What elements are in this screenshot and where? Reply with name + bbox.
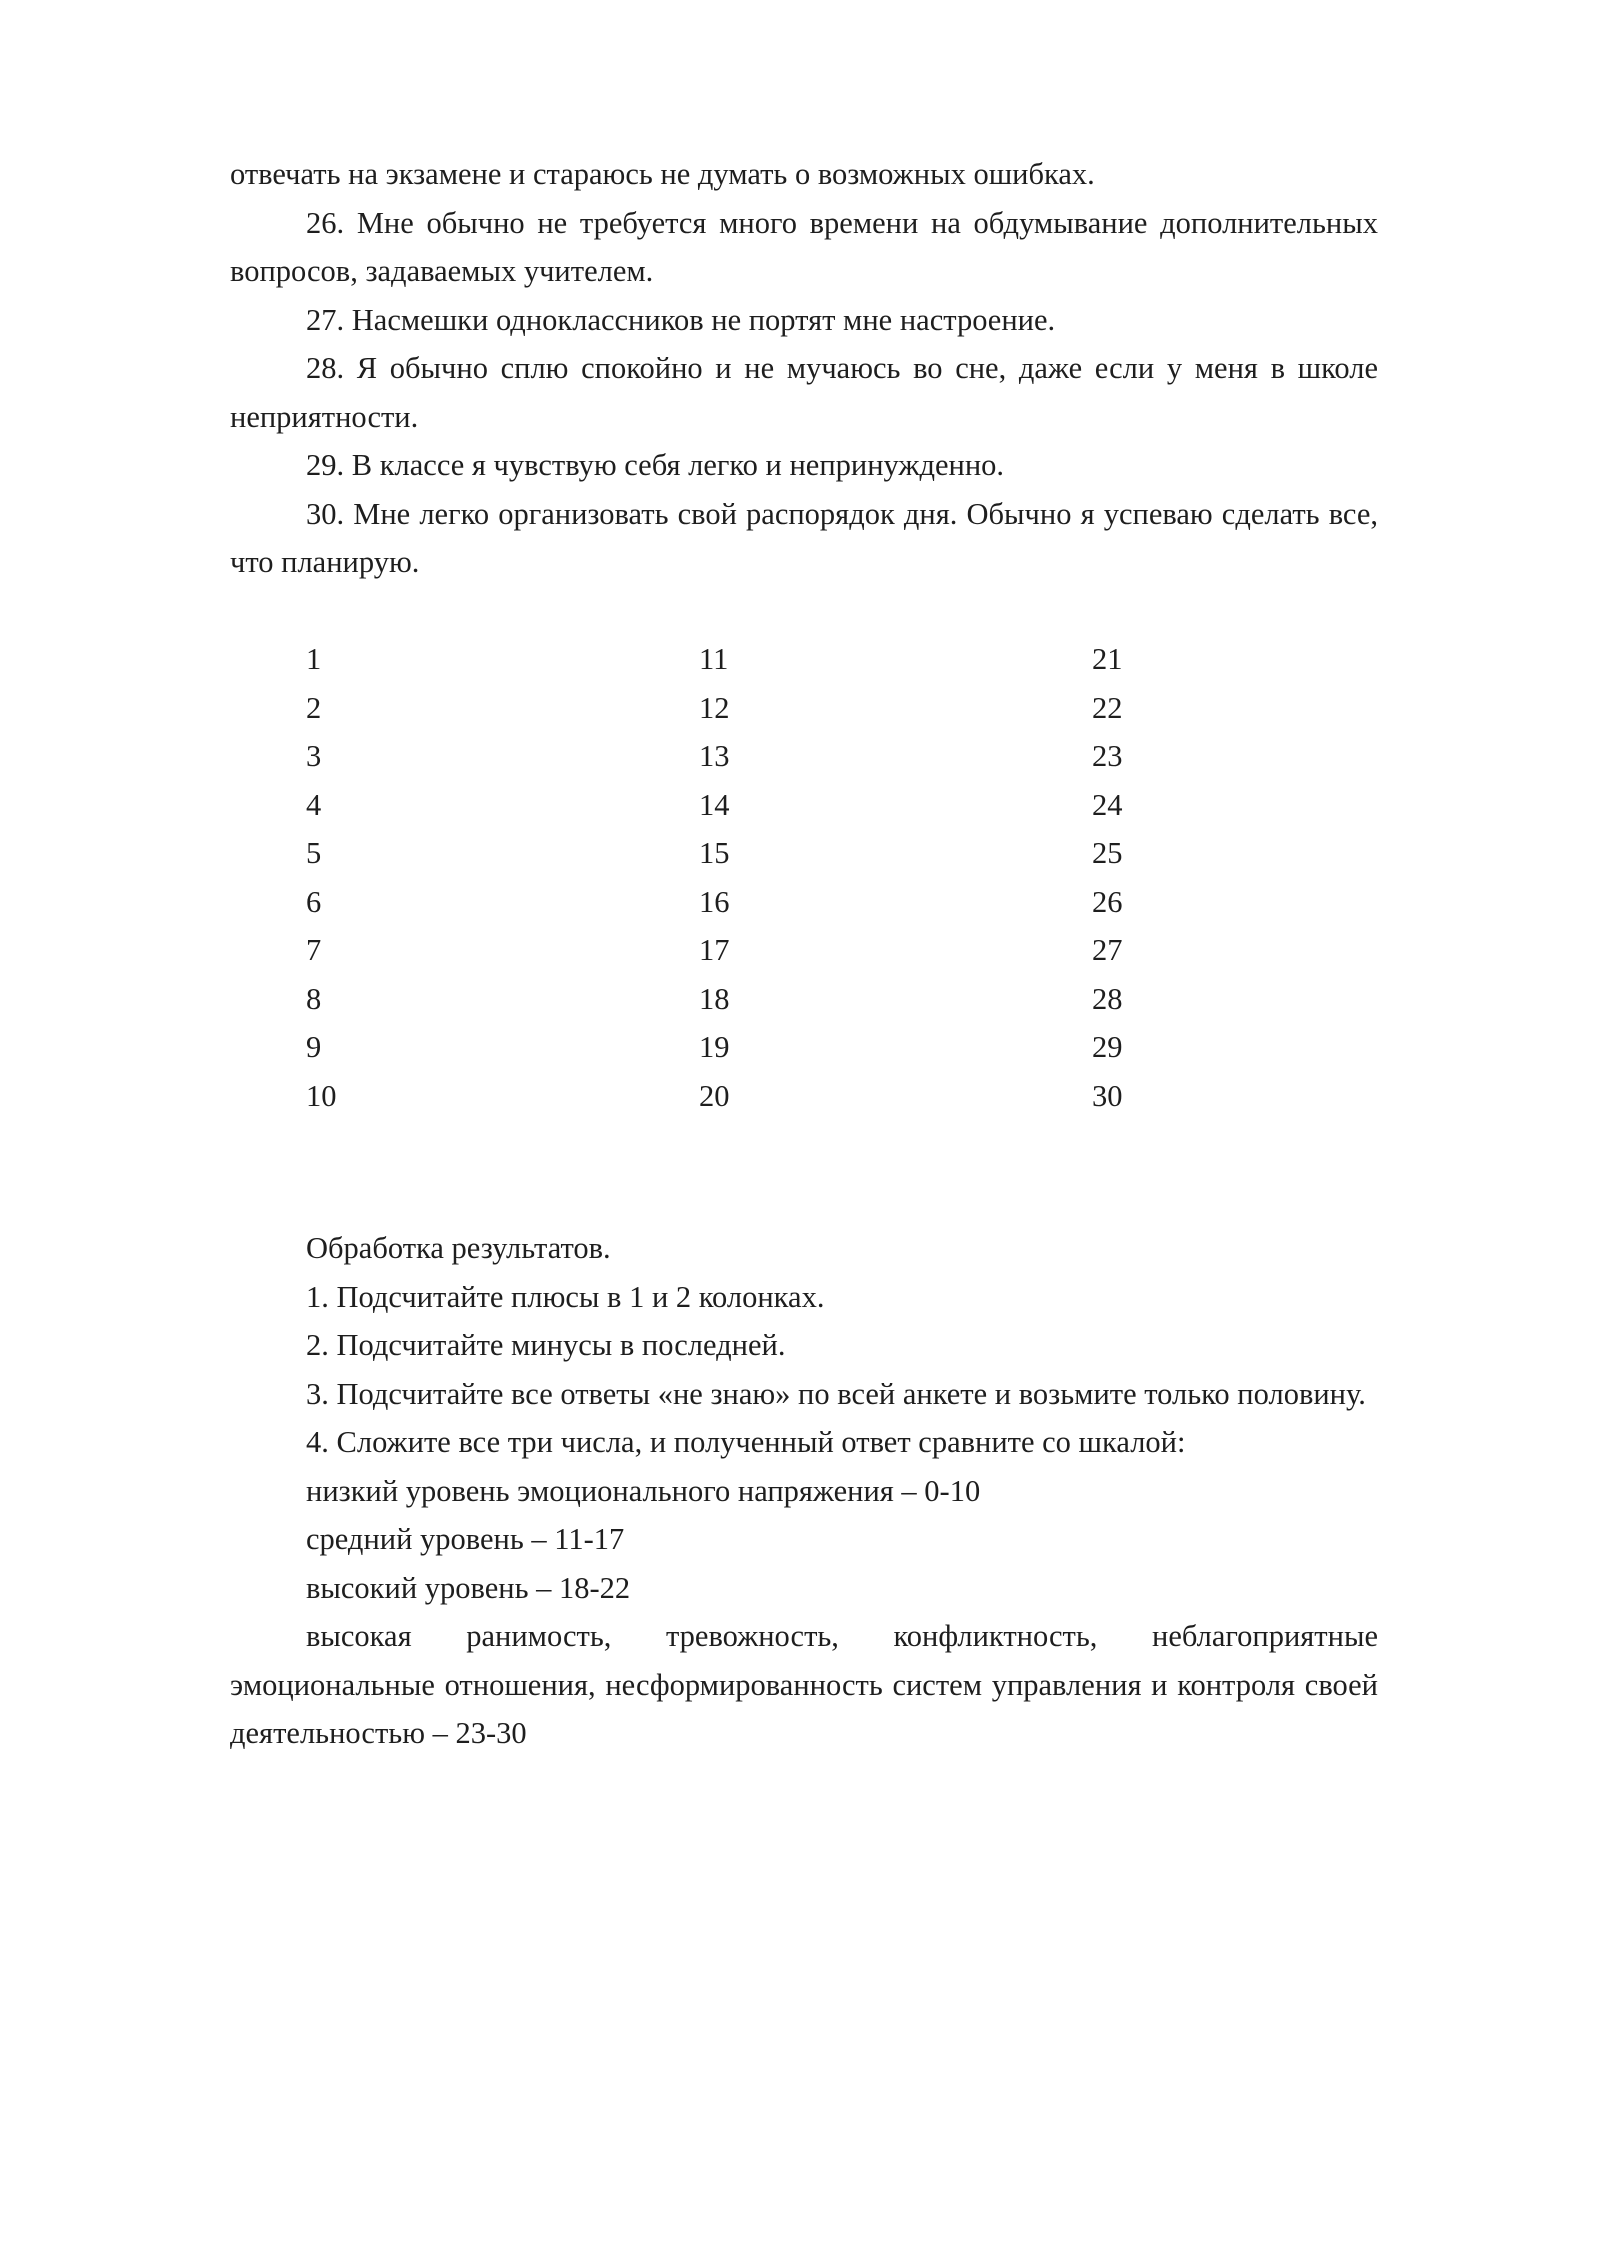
question-25-continuation: отвечать на экзамене и стараюсь не думать о возможных ошибках. xyxy=(230,157,1095,191)
number-cell: 3 xyxy=(306,739,322,773)
number-cell: 30 xyxy=(1092,1078,1123,1113)
number-cell: 2 xyxy=(306,690,322,725)
question-27: 27. Насмешки одноклассников не портят мне настроение. xyxy=(306,302,1056,337)
number-cell: 18 xyxy=(699,981,730,1016)
number-cell: 7 xyxy=(306,933,322,967)
number-cell: 24 xyxy=(1092,787,1123,822)
number-cell: 19 xyxy=(699,1030,730,1064)
number-cell: 8 xyxy=(306,981,322,1016)
number-cell: 6 xyxy=(306,884,322,919)
processing-step-3: 3. Подсчитайте все ответы «не знаю» по всей анкете и возьмите только половину. xyxy=(306,1376,1366,1411)
number-cell: 27 xyxy=(1092,933,1123,967)
number-cell: 28 xyxy=(1092,981,1123,1016)
number-cell: 13 xyxy=(699,739,730,773)
number-cell: 22 xyxy=(1092,690,1123,725)
scale-very-high: высокая ранимость, тревожность, конфликтность, неблагоприятные эмоциональные отношения, несформированность систем управления и контроля своей деятельностью – 23-30 xyxy=(230,1619,1378,1750)
number-cell: 21 xyxy=(1092,642,1123,676)
question-30: 30. Мне легко организовать свой распорядок дня. Обычно я успеваю сделать все, что планирую. xyxy=(230,496,1378,579)
number-cell: 12 xyxy=(699,690,730,725)
blank-gap xyxy=(230,1120,1378,1224)
blank-line xyxy=(230,587,1378,636)
number-cell: 20 xyxy=(699,1078,730,1113)
number-column-2 xyxy=(699,635,730,1120)
number-cell: 17 xyxy=(699,933,730,967)
number-column-3 xyxy=(1092,635,1123,1120)
number-cell: 10 xyxy=(306,1078,337,1113)
number-cell: 16 xyxy=(699,884,730,919)
number-cell: 23 xyxy=(1092,739,1123,773)
number-cell: 5 xyxy=(306,836,322,870)
number-cell: 15 xyxy=(699,836,730,870)
processing-heading: Обработка результатов. xyxy=(306,1231,611,1265)
number-cell: 29 xyxy=(1092,1030,1123,1064)
number-cell: 9 xyxy=(306,1030,322,1064)
number-cell: 11 xyxy=(699,642,729,676)
document-page xyxy=(230,150,1378,1758)
question-29: 29. В классе я чувствую себя легко и непринужденно. xyxy=(306,448,1005,482)
number-cell: 4 xyxy=(306,787,322,822)
scale-medium: средний уровень – 11-17 xyxy=(306,1522,625,1556)
processing-step-2: 2. Подсчитайте минусы в последней. xyxy=(306,1328,786,1362)
answer-number-grid xyxy=(230,635,1378,1120)
question-26: 26. Мне обычно не требуется много времени на обдумывание дополнительных вопросов, задаваемых учителем. xyxy=(230,205,1378,288)
number-column-1 xyxy=(306,635,337,1120)
processing-step-4: 4. Сложите все три числа, и полученный ответ сравните со шкалой: xyxy=(306,1425,1186,1459)
number-cell: 14 xyxy=(699,787,730,822)
scale-low: низкий уровень эмоционального напряжения – 0-10 xyxy=(306,1473,981,1508)
processing-step-1: 1. Подсчитайте плюсы в 1 и 2 колонках. xyxy=(306,1279,825,1314)
number-cell: 25 xyxy=(1092,836,1123,870)
number-cell: 26 xyxy=(1092,884,1123,919)
question-28: 28. Я обычно сплю спокойно и не мучаюсь во сне, даже если у меня в школе неприятности. xyxy=(230,351,1378,434)
scale-high: высокий уровень – 18-22 xyxy=(306,1570,631,1605)
number-cell: 1 xyxy=(306,642,322,676)
